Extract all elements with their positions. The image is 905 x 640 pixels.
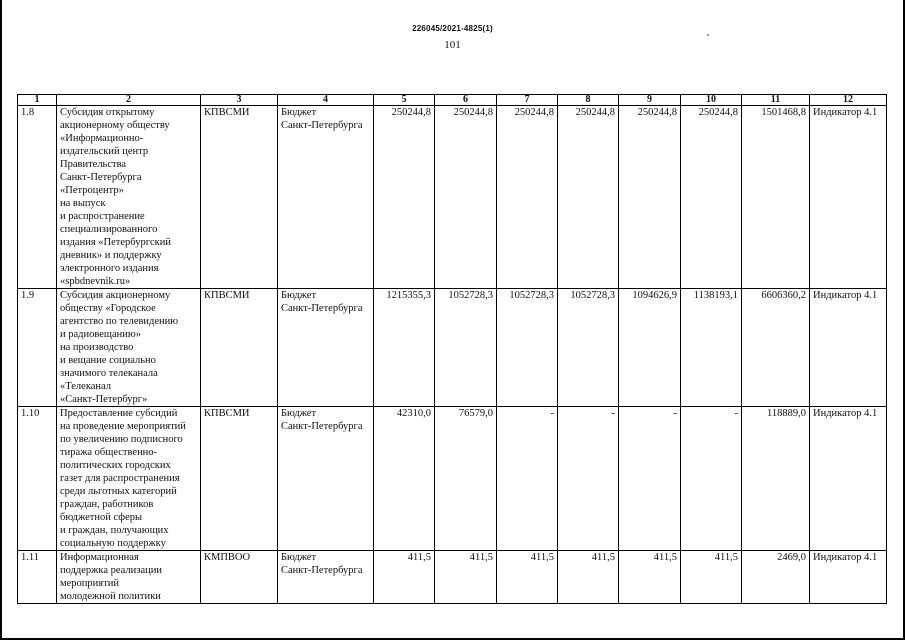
column-header-11: 11 (742, 95, 810, 106)
total-value-cell: 2469,0 (742, 551, 810, 604)
column-header-5: 5 (374, 95, 435, 106)
row-number: 1.11 (18, 551, 57, 604)
column-header-8: 8 (558, 95, 619, 106)
executor-code: КПВСМИ (201, 106, 278, 289)
value-cell: 1052728,3 (435, 289, 497, 407)
scan-edge-left (0, 0, 2, 640)
table-row (18, 551, 887, 604)
funding-source: Бюджет Санкт-Петербурга (278, 551, 374, 604)
row-number: 1.9 (18, 289, 57, 407)
value-cell: 1052728,3 (497, 289, 558, 407)
value-cell: 411,5 (435, 551, 497, 604)
executor-code: КМПВОО (201, 551, 278, 604)
value-cell: - (619, 407, 681, 551)
column-header-2: 2 (57, 95, 201, 106)
document-registration-code: 226045/2021-4825(1) (412, 24, 493, 33)
total-value-cell: 1501468,8 (742, 106, 810, 289)
funding-source: Бюджет Санкт-Петербурга (278, 289, 374, 407)
value-cell: 250244,8 (497, 106, 558, 289)
column-header-10: 10 (681, 95, 742, 106)
table-row (18, 289, 887, 407)
value-cell: 42310,0 (374, 407, 435, 551)
value-cell: 250244,8 (558, 106, 619, 289)
funding-source: Бюджет Санкт-Петербурга (278, 106, 374, 289)
value-cell: 250244,8 (619, 106, 681, 289)
indicator-cell: Индикатор 4.1 (810, 106, 887, 289)
scan-speck (707, 34, 709, 36)
value-cell: 411,5 (497, 551, 558, 604)
table-header-row (18, 95, 887, 106)
activity-name: Субсидия открытому акционерному обществу «Информационно- издательский центр Правительства Санкт-Петербурга «Петроцентр» на выпуск и распространение специализированного издания «Петербургский дневник» и поддержку электронного издания «spbdnevnik.ru» (57, 106, 201, 289)
row-number: 1.10 (18, 407, 57, 551)
indicator-cell: Индикатор 4.1 (810, 551, 887, 604)
value-cell: 411,5 (558, 551, 619, 604)
executor-code: КПВСМИ (201, 407, 278, 551)
table-row (18, 407, 887, 551)
page-number: 101 (444, 39, 461, 51)
column-header-3: 3 (201, 95, 278, 106)
column-header-1: 1 (18, 95, 57, 106)
value-cell: 1052728,3 (558, 289, 619, 407)
column-header-4: 4 (278, 95, 374, 106)
value-cell: 250244,8 (374, 106, 435, 289)
indicator-cell: Индикатор 4.1 (810, 407, 887, 551)
value-cell: 1215355,3 (374, 289, 435, 407)
indicator-cell: Индикатор 4.1 (810, 289, 887, 407)
value-cell: 1094626,9 (619, 289, 681, 407)
activity-name: Предоставление субсидий на проведение мероприятий по увеличению подписного тиража общественно- политических городских газет для распространения среди льготных категорий граждан, работников бюджетной сферы и граждан, получающих социальную поддержку (57, 407, 201, 551)
table-row (18, 106, 887, 289)
value-cell: 76579,0 (435, 407, 497, 551)
value-cell: 411,5 (619, 551, 681, 604)
activity-name: Информационная поддержка реализации мероприятий молодежной политики (57, 551, 201, 604)
column-header-6: 6 (435, 95, 497, 106)
activity-name: Субсидия акционерному обществу «Городское агентство по телевидению и радиовещанию» на производство и вещание социально значимого телеканала «Телеканал «Санкт-Петербург» (57, 289, 201, 407)
value-cell: 250244,8 (681, 106, 742, 289)
column-header-9: 9 (619, 95, 681, 106)
value-cell: 1138193,1 (681, 289, 742, 407)
value-cell: - (681, 407, 742, 551)
executor-code: КПВСМИ (201, 289, 278, 407)
funding-source: Бюджет Санкт-Петербурга (278, 407, 374, 551)
column-header-12: 12 (810, 95, 887, 106)
value-cell: - (558, 407, 619, 551)
column-header-7: 7 (497, 95, 558, 106)
value-cell: 411,5 (681, 551, 742, 604)
value-cell: 250244,8 (435, 106, 497, 289)
value-cell: 411,5 (374, 551, 435, 604)
value-cell: - (497, 407, 558, 551)
total-value-cell: 6606360,2 (742, 289, 810, 407)
budget-table (17, 94, 887, 604)
row-number: 1.8 (18, 106, 57, 289)
total-value-cell: 118889,0 (742, 407, 810, 551)
